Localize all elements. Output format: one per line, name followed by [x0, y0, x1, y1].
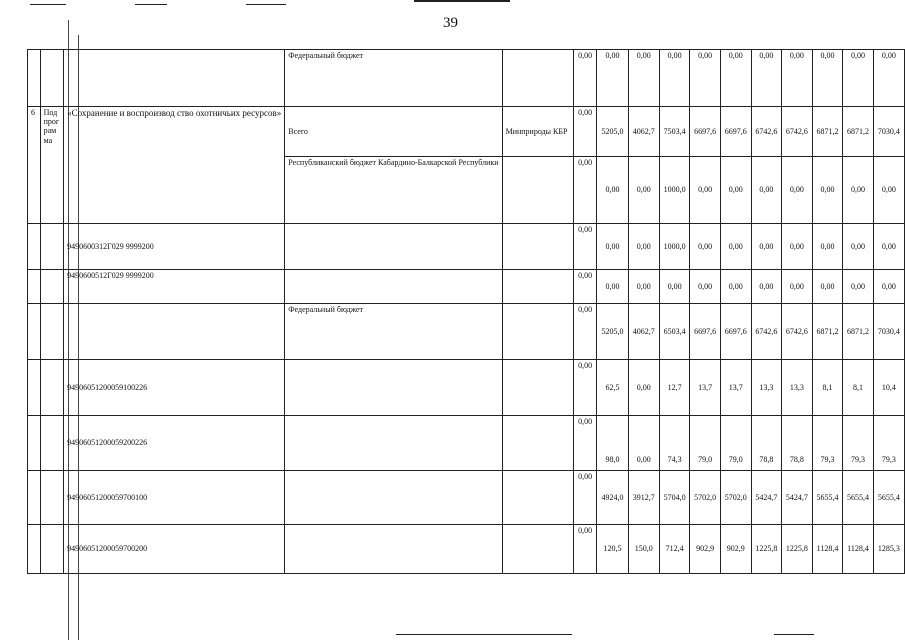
executor-cell	[502, 360, 573, 416]
value-cell: 902,9	[721, 525, 752, 574]
level-cell	[40, 224, 64, 270]
value-cell: 0,00	[597, 157, 628, 224]
value-cell: 98,0	[597, 416, 628, 471]
value-cell: 13,3	[782, 360, 813, 416]
value-cell: 6871,2	[843, 107, 874, 157]
value-cell: 79,3	[843, 416, 874, 471]
value-cell: 0,00	[812, 224, 843, 270]
value-cell: 0,00	[573, 157, 596, 224]
value-cell: 5205,0	[597, 107, 628, 157]
executor-cell	[502, 525, 573, 574]
value-cell: 0,00	[782, 157, 813, 224]
funding-source-cell	[285, 270, 502, 304]
row-number-cell	[28, 525, 41, 574]
executor-cell	[502, 304, 573, 360]
code-cell: 94906051200059700100	[64, 471, 285, 525]
value-cell: 78,8	[751, 416, 782, 471]
value-cell: 0,00	[843, 157, 874, 224]
value-cell: 0,00	[721, 224, 752, 270]
value-cell: 0,00	[812, 157, 843, 224]
executor-cell	[502, 270, 573, 304]
value-cell: 5702,0	[721, 471, 752, 525]
row-number-cell	[28, 50, 41, 107]
funding-source-cell	[285, 360, 502, 416]
value-cell: 0,00	[721, 270, 752, 304]
value-cell: 0,00	[873, 224, 904, 270]
value-cell: 5655,4	[812, 471, 843, 525]
value-cell: 8,1	[812, 360, 843, 416]
table-row	[28, 416, 905, 471]
value-cell: 13,7	[721, 360, 752, 416]
funding-source-cell: Федеральный бюджет	[285, 50, 502, 107]
value-cell: 0,00	[873, 270, 904, 304]
value-cell: 0,00	[573, 224, 596, 270]
level-cell	[40, 304, 64, 360]
value-cell: 5424,7	[782, 471, 813, 525]
value-cell: 0,00	[628, 50, 659, 107]
code-cell	[64, 304, 285, 360]
level-cell	[40, 270, 64, 304]
value-cell: 62,5	[597, 360, 628, 416]
level-cell: Под прог рам ма	[40, 107, 64, 224]
value-cell: 0,00	[843, 270, 874, 304]
value-cell: 6697,6	[690, 304, 721, 360]
value-cell: 7503,4	[659, 107, 690, 157]
table-row	[28, 471, 905, 525]
value-cell: 0,00	[597, 270, 628, 304]
value-cell: 6503,4	[659, 304, 690, 360]
value-cell: 3912,7	[628, 471, 659, 525]
row-number-cell	[28, 224, 41, 270]
value-cell: 10,4	[873, 360, 904, 416]
value-cell: 0,00	[628, 157, 659, 224]
row-number-cell: 6	[28, 107, 41, 224]
value-cell: 0,00	[751, 270, 782, 304]
value-cell: 0,00	[782, 50, 813, 107]
scan-mark	[396, 634, 572, 635]
value-cell: 0,00	[597, 224, 628, 270]
table-row	[28, 304, 905, 360]
code-cell: 9490600512Г029 9999200	[64, 270, 285, 304]
table-row	[28, 270, 905, 304]
value-cell: 0,00	[573, 107, 596, 157]
value-cell: 712,4	[659, 525, 690, 574]
value-cell: 0,00	[573, 525, 596, 574]
funding-source-cell	[285, 416, 502, 471]
value-cell: 6697,6	[721, 304, 752, 360]
value-cell: 79,0	[721, 416, 752, 471]
value-cell: 0,00	[659, 50, 690, 107]
value-cell: 0,00	[628, 270, 659, 304]
value-cell: 5205,0	[597, 304, 628, 360]
value-cell: 0,00	[721, 157, 752, 224]
value-cell: 6742,6	[751, 304, 782, 360]
value-cell: 0,00	[751, 224, 782, 270]
value-cell: 0,00	[628, 360, 659, 416]
funding-source-cell: Федеральный бюджет	[285, 304, 502, 360]
value-cell: 1225,8	[751, 525, 782, 574]
value-cell: 1285,3	[873, 525, 904, 574]
value-cell: 0,00	[843, 50, 874, 107]
code-cell: 9490600312Г029 9999200	[64, 224, 285, 270]
row-number-cell	[28, 416, 41, 471]
value-cell: 5702,0	[690, 471, 721, 525]
level-cell	[40, 416, 64, 471]
value-cell: 79,0	[690, 416, 721, 471]
value-cell: 0,00	[628, 224, 659, 270]
code-cell: 94906051200059700200	[64, 525, 285, 574]
scan-mark	[414, 0, 510, 2]
value-cell: 0,00	[628, 416, 659, 471]
value-cell: 4062,7	[628, 107, 659, 157]
value-cell: 1000,0	[659, 157, 690, 224]
value-cell: 0,00	[659, 270, 690, 304]
level-cell	[40, 360, 64, 416]
value-cell: 6871,2	[843, 304, 874, 360]
value-cell: 6742,6	[782, 304, 813, 360]
value-cell: 5704,0	[659, 471, 690, 525]
value-cell: 6742,6	[782, 107, 813, 157]
subprogram-name-cell: «Сохранение и воспроизвод ство охотничьих ресурсов»	[64, 107, 285, 224]
value-cell: 150,0	[628, 525, 659, 574]
value-cell: 5655,4	[843, 471, 874, 525]
executor-cell	[502, 50, 573, 107]
value-cell: 74,3	[659, 416, 690, 471]
value-cell: 0,00	[812, 50, 843, 107]
value-cell: 6871,2	[812, 107, 843, 157]
value-cell: 0,00	[843, 224, 874, 270]
value-cell: 8,1	[843, 360, 874, 416]
funding-source-cell	[285, 224, 502, 270]
row-number-cell	[28, 304, 41, 360]
table-row	[28, 50, 905, 107]
value-cell: 79,3	[812, 416, 843, 471]
scan-mark	[135, 4, 167, 5]
value-cell: 12,7	[659, 360, 690, 416]
value-cell: 0,00	[873, 157, 904, 224]
value-cell: 0,00	[782, 224, 813, 270]
value-cell: 0,00	[690, 50, 721, 107]
value-cell: 0,00	[597, 50, 628, 107]
row-number-cell	[28, 471, 41, 525]
value-cell: 0,00	[690, 157, 721, 224]
row-number-cell	[28, 360, 41, 416]
value-cell: 6697,6	[721, 107, 752, 157]
code-cell	[64, 50, 285, 107]
value-cell: 5424,7	[751, 471, 782, 525]
funding-source-cell: Всего	[285, 107, 502, 157]
budget-table	[27, 49, 905, 574]
value-cell: 0,00	[690, 270, 721, 304]
table-row	[28, 224, 905, 270]
level-cell	[40, 50, 64, 107]
value-cell: 0,00	[721, 50, 752, 107]
value-cell: 0,00	[751, 50, 782, 107]
funding-source-cell: Республиканский бюджет Кабардино-Балкарской Республики	[285, 157, 502, 224]
scan-mark	[774, 634, 814, 635]
code-cell: 94906051200059200226	[64, 416, 285, 471]
value-cell: 6697,6	[690, 107, 721, 157]
value-cell: 0,00	[873, 50, 904, 107]
value-cell: 0,00	[573, 304, 596, 360]
value-cell: 0,00	[573, 471, 596, 525]
value-cell: 1225,8	[782, 525, 813, 574]
value-cell: 0,00	[782, 270, 813, 304]
value-cell: 7030,4	[873, 107, 904, 157]
value-cell: 1128,4	[843, 525, 874, 574]
value-cell: 13,7	[690, 360, 721, 416]
value-cell: 6742,6	[751, 107, 782, 157]
page-number: 39	[443, 15, 458, 31]
value-cell: 902,9	[690, 525, 721, 574]
row-number-cell	[28, 270, 41, 304]
value-cell: 0,00	[751, 157, 782, 224]
value-cell: 13,3	[751, 360, 782, 416]
value-cell: 0,00	[573, 270, 596, 304]
value-cell: 1128,4	[812, 525, 843, 574]
executor-cell: Минприроды КБР	[502, 107, 573, 157]
value-cell: 79,3	[873, 416, 904, 471]
value-cell: 6871,2	[812, 304, 843, 360]
value-cell: 4924,0	[597, 471, 628, 525]
value-cell: 120,5	[597, 525, 628, 574]
value-cell: 0,00	[573, 416, 596, 471]
value-cell: 1000,0	[659, 224, 690, 270]
value-cell: 0,00	[573, 360, 596, 416]
value-cell: 5655,4	[873, 471, 904, 525]
scan-mark	[246, 4, 286, 5]
executor-cell	[502, 157, 573, 224]
executor-cell	[502, 416, 573, 471]
scan-mark	[30, 4, 66, 5]
value-cell: 0,00	[573, 50, 596, 107]
table-row	[28, 107, 905, 157]
executor-cell	[502, 224, 573, 270]
value-cell: 0,00	[812, 270, 843, 304]
executor-cell	[502, 471, 573, 525]
table-row	[28, 525, 905, 574]
value-cell: 78,8	[782, 416, 813, 471]
value-cell: 7030,4	[873, 304, 904, 360]
funding-source-cell	[285, 525, 502, 574]
value-cell: 0,00	[690, 224, 721, 270]
funding-source-cell	[285, 471, 502, 525]
value-cell: 4062,7	[628, 304, 659, 360]
level-cell	[40, 525, 64, 574]
level-cell	[40, 471, 64, 525]
table-row	[28, 360, 905, 416]
code-cell: 94906051200059100226	[64, 360, 285, 416]
